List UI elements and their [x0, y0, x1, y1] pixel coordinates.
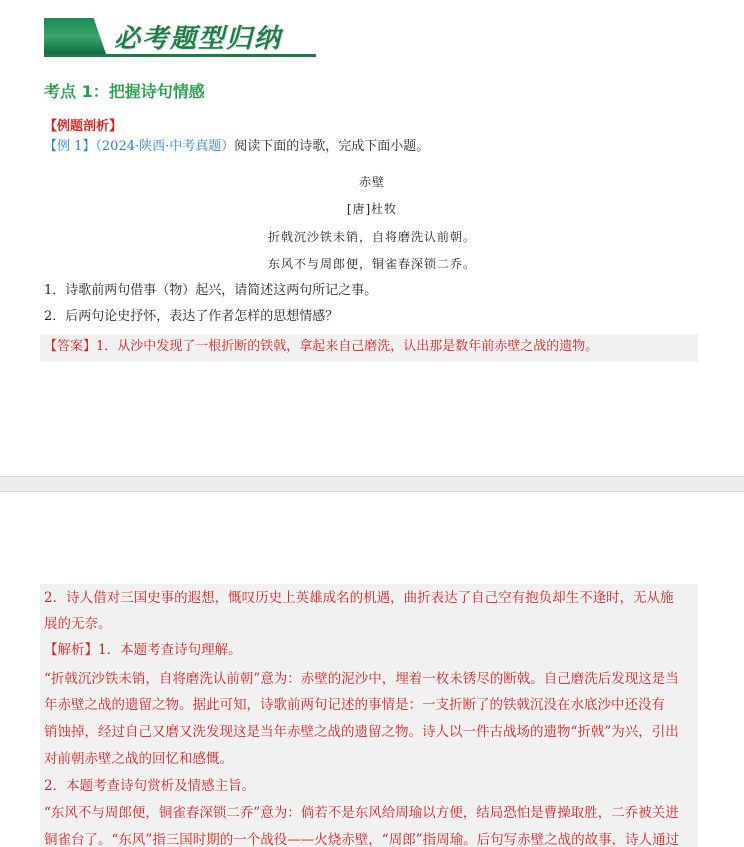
example-source: （2024·陕西·中考真题） — [95, 139, 235, 154]
analysis-line — [44, 637, 696, 663]
poem-line-2: 东风不与周郎便，铜雀春深锁二乔。 — [267, 257, 476, 271]
kaodian-heading: 考点 1：把握诗句情感 — [44, 82, 205, 101]
question-2: 2．后两句论史抒怀，表达了作者怎样的思想情感？ — [44, 309, 339, 324]
poem-line-1: 折戟沉沙铁未销，自将磨洗认前朝。 — [267, 230, 476, 244]
page-separator — [0, 476, 744, 492]
question-1: 1．诗歌前两句借事（物）起兴，请简述这两句所记之事。 — [44, 283, 378, 298]
answer-text-1: 1．从沙中发现了一根折断的铁戟，拿起来自己磨洗，认出那是数年前赤壁之战的遗物。 — [96, 339, 599, 354]
example-label: 【例 1】 — [44, 139, 96, 154]
poem-author: [唐]杜牧 — [346, 202, 398, 216]
banner-underline — [44, 54, 316, 57]
poem-title: 赤壁 — [358, 175, 385, 189]
example-heading: 【例题剖析】 — [44, 119, 123, 134]
analysis-1-para-a: “折戟沉沙铁未销，自将磨洗认前朝”意为：赤壁的泥沙中，埋着一枚未锈尽的断戟。自己磨洗后发现这是当 — [44, 671, 679, 687]
analysis-2-para-a: “东风不与周郎便，铜雀春深锁二乔”意为：倘若不是东风给周瑜以方便，结局恐怕是曹操取胜，二乔被关进 — [44, 805, 679, 821]
analysis-2: 2．本题考查诗句赏析及情感主旨。 — [44, 778, 256, 794]
analysis-1: 1．本题考查诗句理解。 — [98, 642, 242, 658]
answer-2-line-a: 2．诗人借对三国史事的遐想，慨叹历史上英雄成名的机遇，曲折表达了自己空有抱负却生不逢时，无从施 — [44, 590, 674, 606]
example-line — [44, 137, 429, 157]
analysis-label: 【解析】 — [44, 642, 98, 658]
analysis-1-para-c: 销蚀掉，经过自己又磨又洗发现这是当年赤壁之战的遗留之物。诗人以一件古战场的遗物“折戟”为兴，引出 — [44, 724, 679, 740]
answer-label: 【答案】 — [44, 339, 97, 354]
section-banner — [44, 14, 316, 58]
banner-shape-icon — [44, 18, 106, 54]
answer-2-line-b: 展的无奈。 — [44, 616, 112, 632]
analysis-1-para-b: 年赤壁之战的遗留之物。据此可知，诗歌前两句记述的事情是：一支折断了的铁戟沉没在水底沙中还没有 — [44, 697, 665, 713]
analysis-2-para-b: 铜雀台了。“东风”指三国时期的一个战役——火烧赤壁，“周郎”指周瑜。后句写赤壁之战的故事，诗人通过 — [44, 832, 680, 847]
answer-line — [44, 337, 598, 357]
banner-title: 必考题型归纳 — [114, 24, 283, 54]
example-instruction: 阅读下面的诗歌，完成下面小题。 — [234, 139, 430, 154]
analysis-1-para-d: 对前朝赤壁之战的回忆和感慨。 — [44, 751, 233, 767]
page-2 — [0, 492, 744, 847]
